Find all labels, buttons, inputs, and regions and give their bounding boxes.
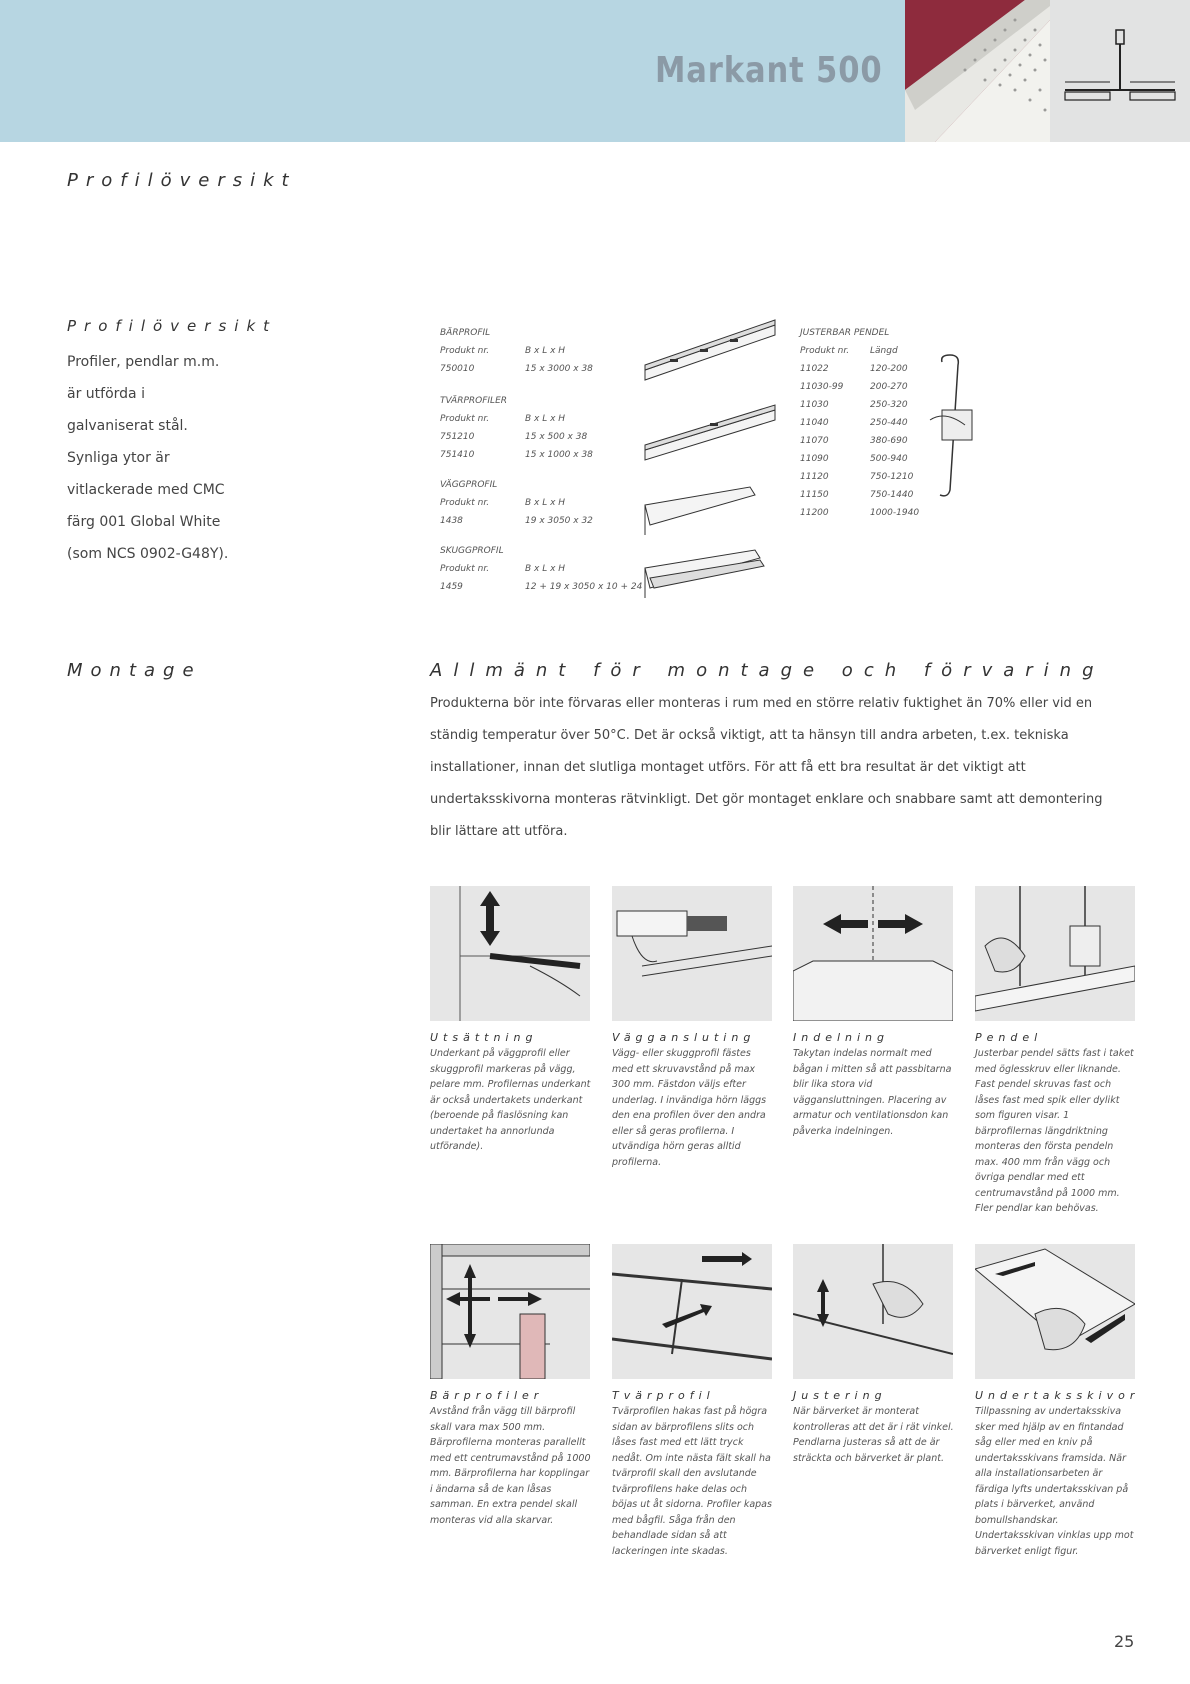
step-illustration xyxy=(975,886,1135,1021)
allmant-heading: Allmänt för montage och förvaring xyxy=(430,660,1105,681)
step-description: Takytan indelas normalt med bågan i mitten så att passbitarna blir lika stora vid väggansluttningen. Placering av armatur och ventilationsdon kan påverka indelningen. xyxy=(793,1048,952,1137)
spec-cell: 380-690 xyxy=(870,436,908,446)
spec-cell: 751210 xyxy=(440,432,475,442)
spec-cell: 15 x 3000 x 38 xyxy=(525,364,593,374)
spec-cell: 12 + 19 x 3050 x 10 + 24 xyxy=(525,582,643,592)
spec-col-header: Produkt nr. xyxy=(800,346,850,356)
allmant-text: Produkterna bör inte förvaras eller monteras i rum med en större relativ fuktighet än 70% eller vid en ständig temperatur över 50°C. Det är också viktigt, att ta hänsyn till andra arbeten, t.ex. tekniska installationer, innan det slutliga montaget utförs. För att få ett bra resultat är det viktigt att undertaksskivorna monteras rätvinkligt. Det gör montaget enklare och snabbare samt att demontering blir lättare att utföra. xyxy=(430,696,1103,839)
spec-col-header: Produkt nr. xyxy=(440,564,490,574)
step-description: Tillpassning av undertaksskiva sker med hjälp av en fintandad såg eller med en kniv på undertaksskivans framsida. När alla installationsarbeten är färdiga lyfts undertaksskivan på plats i bärverket, använd bomullshandskar. Undertaksskivan vinklas upp mot bärverket enligt figur. xyxy=(975,1406,1134,1557)
step-illustration xyxy=(793,1244,953,1379)
page-header xyxy=(0,0,1190,142)
spec-cell: 19 x 3050 x 32 xyxy=(525,516,593,526)
step-illustration xyxy=(975,1244,1135,1379)
step-title: Indelning xyxy=(793,1031,890,1044)
spec-cell: 751410 xyxy=(440,450,475,460)
spec-cell: 750-1210 xyxy=(870,472,914,482)
spec-label: JUSTERBAR PENDEL xyxy=(800,328,890,338)
spec-cell: 1000-1940 xyxy=(870,508,920,518)
spec-cell: 750-1440 xyxy=(870,490,914,500)
barprofil-drawing xyxy=(640,315,780,385)
step-description: Vägg- eller skuggprofil fästes med ett skruvavstånd på max 300 mm. Fästdon väljs efter underlag. I invändiga hörn läggs den ena profilen över den andra eller så geras profilerna. I utvändiga hörn geras alltid profilerna. xyxy=(612,1048,767,1168)
spec-cell: 11022 xyxy=(800,364,829,374)
spec-cell: 11200 xyxy=(800,508,829,518)
step-illustration xyxy=(430,886,590,1021)
spec-cell: 1459 xyxy=(440,582,463,592)
step-description: Underkant på väggprofil eller skuggprofil markeras på vägg, pelare mm. Profilernas underkant är också undertakets underkant (beroende på fiaslösning kan undertaket ha annorlunda utförande). xyxy=(430,1048,591,1152)
step-illustration xyxy=(612,1244,772,1379)
section-heading: Profilöversikt xyxy=(67,170,297,191)
spec-skuggprofil xyxy=(440,546,642,596)
spec-col-header: B x L x H xyxy=(525,564,566,574)
spec-label: TVÄRPROFILER xyxy=(440,396,508,406)
spec-cell: 11120 xyxy=(800,472,829,482)
spec-barprofil xyxy=(440,328,593,378)
step-illustration xyxy=(430,1244,590,1379)
spec-cell: 1438 xyxy=(440,516,463,526)
spec-label: SKUGGPROFIL xyxy=(440,546,504,556)
spec-tvarprofiler xyxy=(440,396,593,464)
suspension-diagram xyxy=(1050,0,1190,142)
tvarprofil-drawing xyxy=(640,395,780,465)
spec-label: VÄGGPROFIL xyxy=(440,480,498,490)
spec-vaggprofil xyxy=(440,480,593,530)
step-title: Undertaksskivor xyxy=(975,1389,1140,1402)
spec-col-header: Produkt nr. xyxy=(440,346,490,356)
pendel-drawing xyxy=(920,350,980,500)
skuggprofil-drawing xyxy=(640,548,770,603)
spec-cell: 11070 xyxy=(800,436,829,446)
overview-text: Profiler, pendlar m.m. är utförda i galvaniserat stål. Synliga ytor är vitlackerade med CMC färg 001 Global White (som NCS 0902-G48Y). xyxy=(67,354,229,562)
step-title: Bärprofiler xyxy=(430,1389,544,1402)
spec-pendel xyxy=(800,328,919,522)
spec-cell: 750010 xyxy=(440,364,475,374)
spec-col-header: B x L x H xyxy=(525,414,566,424)
montage-heading: Montage xyxy=(67,660,202,681)
spec-cell: 11090 xyxy=(800,454,829,464)
spec-cell: 500-940 xyxy=(870,454,908,464)
spec-label: BÄRPROFIL xyxy=(440,328,491,338)
step-description: Justerbar pendel sätts fast i taket med öglesskruv eller liknande. Fast pendel skruvas fast och låses fast med spik eller dylikt som figuren visar. 1 bärprofilernas längdriktning monteras den första pendeln max. 400 mm från vägg och övriga pendlar med ett centrumavstånd på 1000 mm. Fler pendlar kan behövas. xyxy=(975,1048,1134,1214)
spec-cell: 15 x 1000 x 38 xyxy=(525,450,593,460)
step-title: Utsättning xyxy=(430,1031,538,1044)
step-description: När bärverket är monterat kontrolleras att det är i rät vinkel. Pendlarna justeras så att de är sträckta och bärverket är plant. xyxy=(793,1406,954,1464)
spec-col-header: Produkt nr. xyxy=(440,414,490,424)
spec-cell: 11150 xyxy=(800,490,829,500)
overview-heading: Profilöversikt xyxy=(67,317,278,335)
spec-cell: 11030-99 xyxy=(800,382,844,392)
step-illustration xyxy=(612,886,772,1021)
spec-col-header: Produkt nr. xyxy=(440,498,490,508)
step-title: Justering xyxy=(793,1389,887,1402)
spec-cell: 120-200 xyxy=(870,364,908,374)
step-title: Pendel xyxy=(975,1031,1043,1044)
ceiling-tile-photo xyxy=(905,0,1050,142)
vaggprofil-drawing xyxy=(640,485,760,540)
spec-cell: 250-320 xyxy=(870,400,908,410)
spec-cell: 11040 xyxy=(800,418,829,428)
step-title: Väggansluting xyxy=(612,1031,756,1044)
step-illustration xyxy=(793,886,953,1021)
product-title: Markant 500 xyxy=(655,50,883,91)
spec-col-header: B x L x H xyxy=(525,498,566,508)
page-number: 25 xyxy=(1114,1632,1135,1651)
spec-cell: 11030 xyxy=(800,400,829,410)
step-title: Tvärprofil xyxy=(612,1389,715,1402)
spec-col-header: Längd xyxy=(870,346,898,356)
spec-col-header: B x L x H xyxy=(525,346,566,356)
spec-cell: 200-270 xyxy=(870,382,908,392)
spec-cell: 15 x 500 x 38 xyxy=(525,432,588,442)
step-description: Avstånd från vägg till bärprofil skall vara max 500 mm. Bärprofilerna monteras parallellt med ett centrumavstånd på 1000 mm. Bärprofilerna har kopplingar i ändarna så de kan låsas samman. En extra pendel skall monteras vid alla skarvar. xyxy=(430,1406,591,1526)
spec-cell: 250-440 xyxy=(870,418,908,428)
step-description: Tvärprofilen hakas fast på högra sidan av bärprofilens slits och låses fast med ett lätt tryck nedåt. Om inte nästa fält skall ha tvärprofil skall den avslutande tvärprofilens hake delas och böjas ut åt sidorna. Profiler kapas med bågfil. Såga från den behandlade sidan så att lackeringen inte skadas. xyxy=(612,1406,772,1557)
